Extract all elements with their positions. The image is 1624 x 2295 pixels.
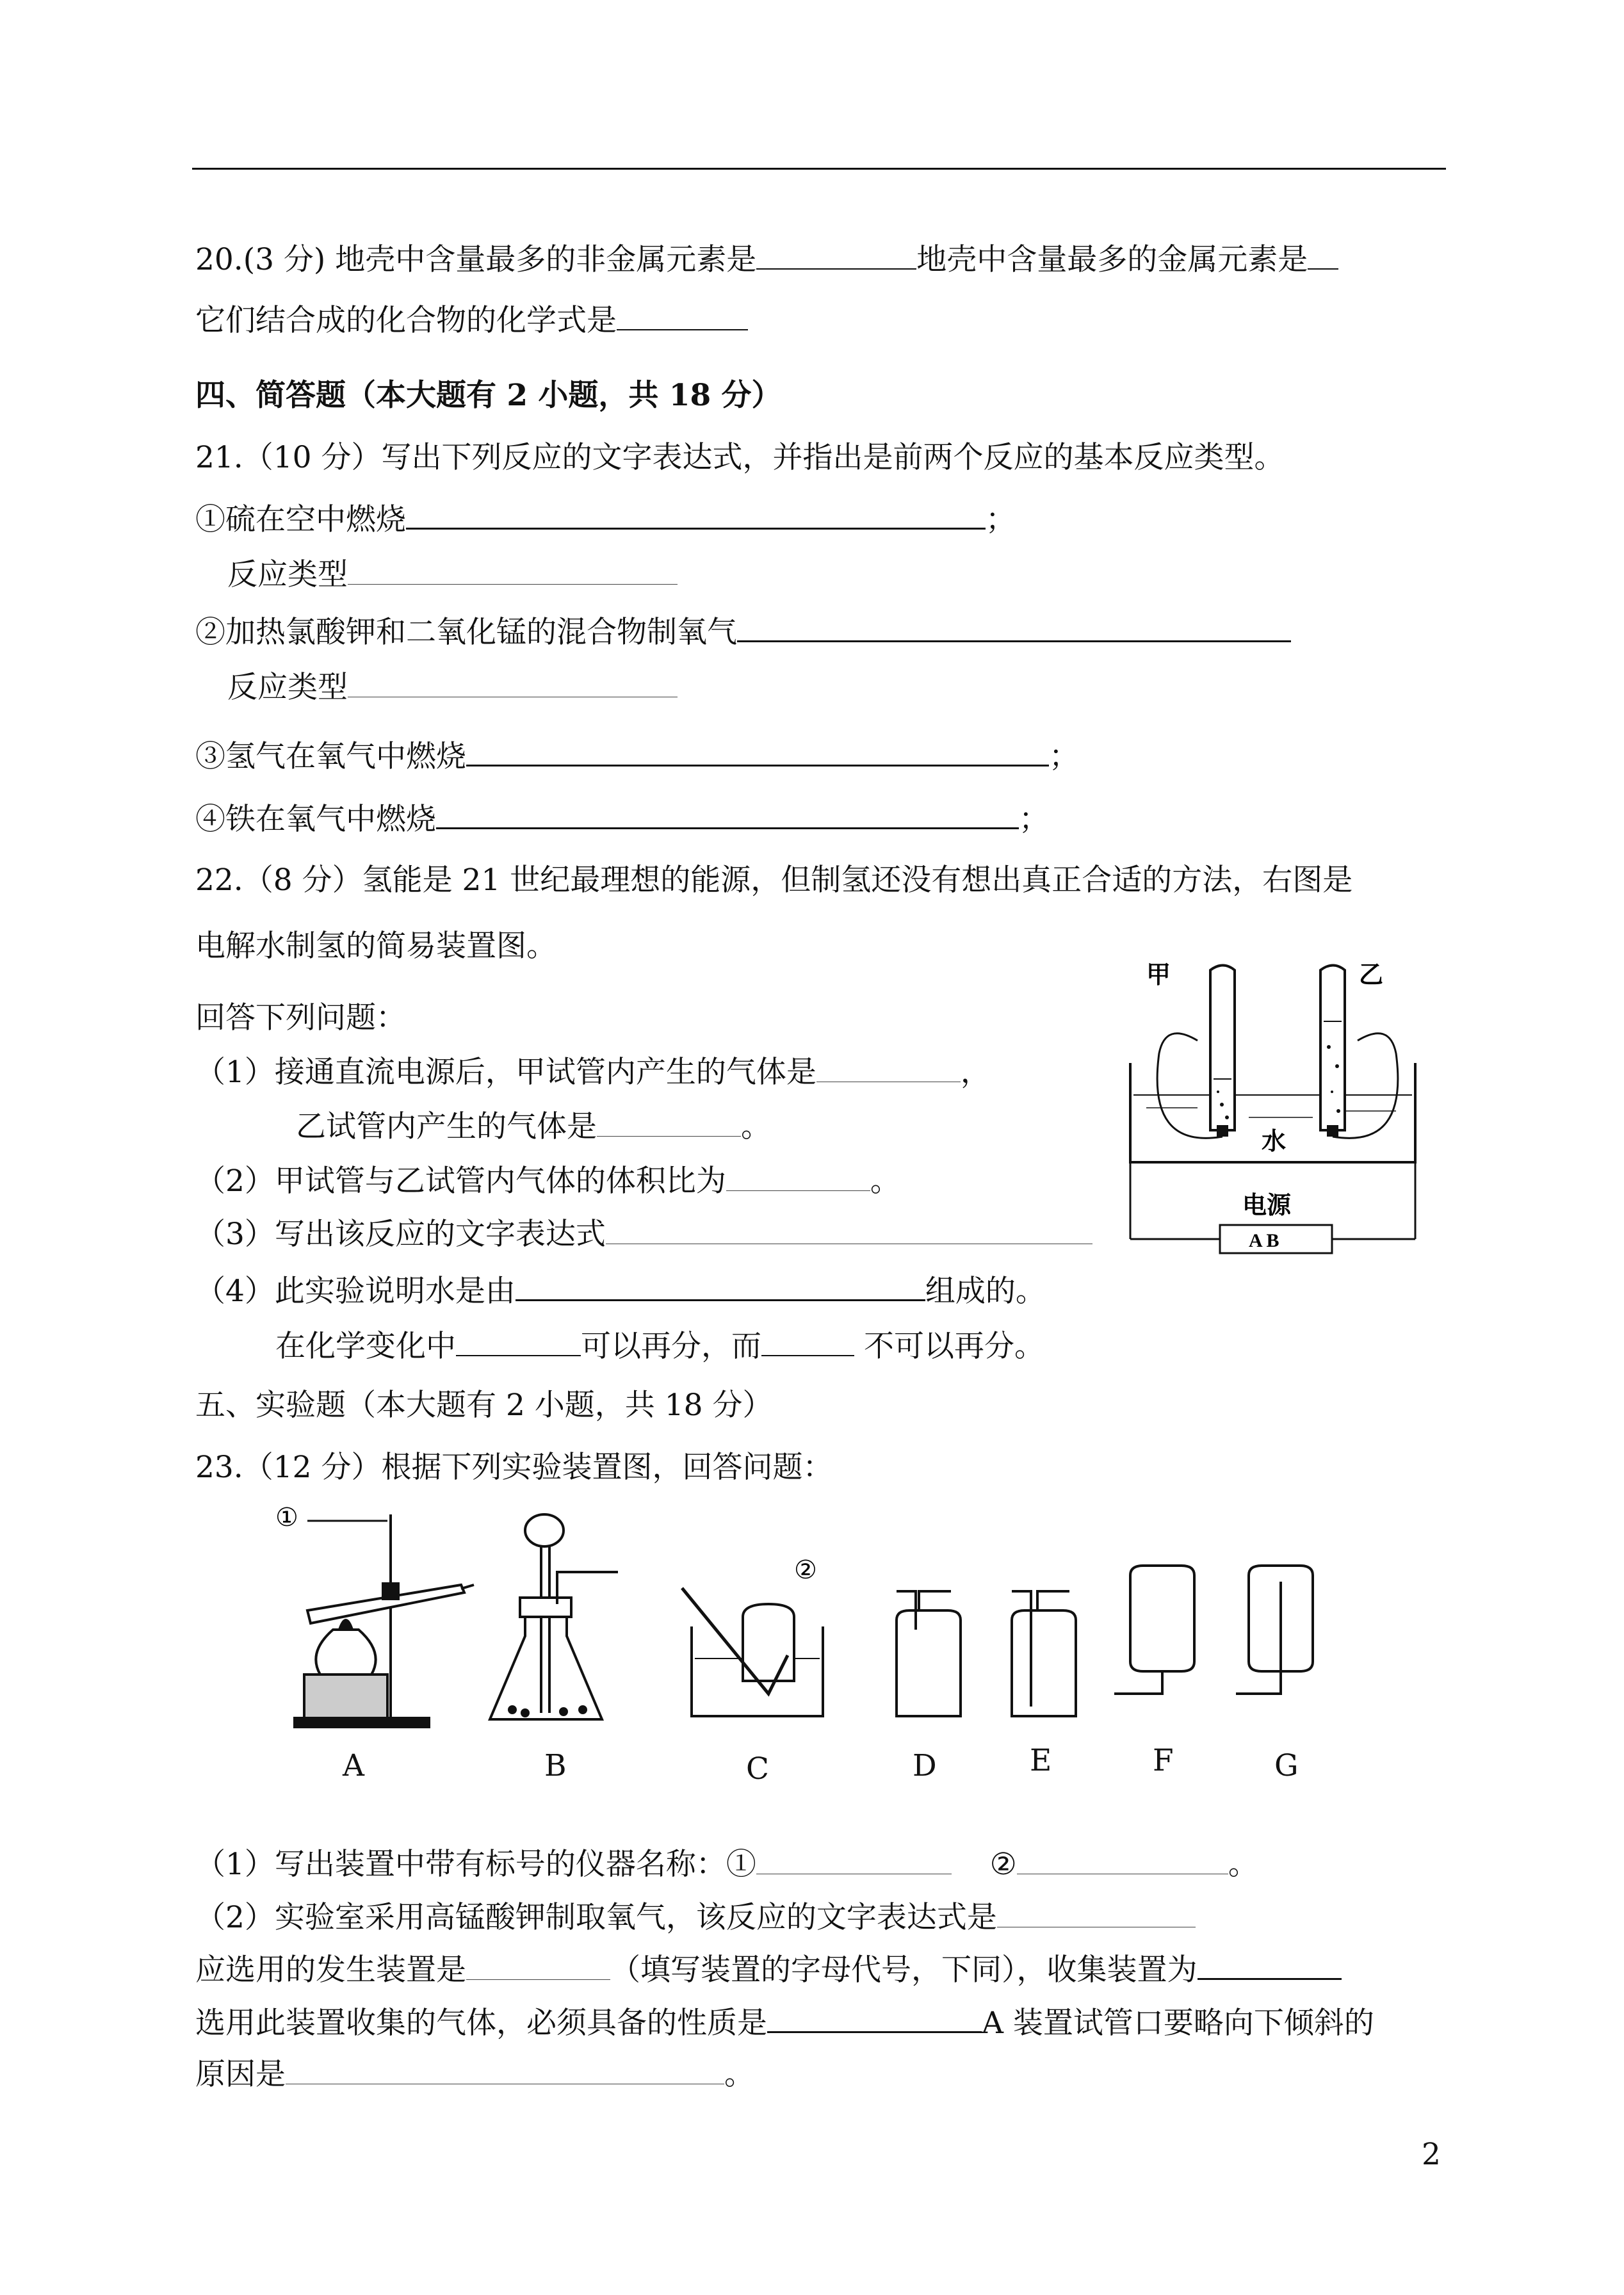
electrolysis-figure	[1121, 957, 1428, 1252]
apparatus-a	[295, 1514, 474, 1727]
semicolon: ；	[1049, 739, 1079, 774]
label-f: F	[1153, 1743, 1174, 1778]
label-d: D	[913, 1748, 937, 1783]
section5-title: 五、实验题（本大题有 2 小题，共 18 分）	[195, 1388, 773, 1423]
q23-p2c-text1: 选用此装置收集的气体，必须具备的性质是	[195, 2006, 767, 2041]
answer-blank[interactable]	[436, 799, 1019, 829]
comma: ，	[960, 1055, 991, 1090]
reaction-type-label: 反应类型	[227, 670, 348, 705]
semicolon: ；	[1019, 802, 1049, 837]
answer-blank[interactable]	[456, 1327, 581, 1356]
q23-p1-mid: ②	[989, 1847, 1017, 1882]
q23-p1-text: （1）写出装置中带有标号的仪器名称：①	[195, 1847, 756, 1882]
q22-p1a-text: （1）接通直流电源后，甲试管内产生的气体是	[195, 1055, 816, 1090]
q22-p4b-text1: 在化学变化中	[275, 1329, 456, 1364]
answer-blank[interactable]	[1308, 240, 1338, 270]
apparatus-f	[1114, 1566, 1194, 1694]
label-b: B	[544, 1748, 567, 1783]
label-yi: 乙	[1359, 962, 1384, 989]
q22-p2	[195, 1162, 900, 1201]
answer-blank[interactable]	[767, 2003, 982, 2033]
answer-blank[interactable]	[597, 1108, 741, 1137]
q23-p2c	[195, 2003, 1374, 2043]
apparatus-e	[1012, 1591, 1076, 1716]
q22-stem2: 电解水制氢的简易装置图。	[195, 929, 556, 964]
answer-blank[interactable]	[997, 1899, 1196, 1927]
q22-p3	[195, 1215, 1092, 1254]
answer-blank[interactable]	[286, 2056, 724, 2084]
q23-p2c-text2: A 装置试管口要略向下倾斜的	[982, 2006, 1374, 2041]
apparatus-c	[682, 1588, 823, 1716]
q23-p2d	[195, 2056, 754, 2094]
apparatus-figure	[275, 1502, 1383, 1783]
reaction-type-label: 反应类型	[227, 557, 348, 592]
answer-blank[interactable]	[1017, 1845, 1228, 1874]
semicolon: ；	[986, 502, 1016, 537]
section4-title: 四、简答题（本大题有 2 小题，共 18 分）	[195, 378, 782, 413]
label-jia: 甲	[1146, 962, 1171, 989]
q21-item4-text: ④铁在氧气中燃烧	[195, 802, 436, 837]
marker-2: ②	[794, 1555, 817, 1584]
header-rule	[192, 168, 1446, 170]
q23-stem: 23.（12 分）根据下列实验装置图，回答问题：	[195, 1450, 833, 1485]
period: 。	[1228, 1847, 1258, 1882]
period: 。	[870, 1164, 900, 1199]
label-a: A	[343, 1748, 364, 1783]
q22-p4b	[275, 1327, 1044, 1366]
q23-p2b	[195, 1950, 1342, 1990]
page-number: 2	[1422, 2137, 1441, 2172]
apparatus-b	[490, 1514, 618, 1719]
q21-item1-text: ①硫在空中燃烧	[195, 502, 406, 537]
q22-p4a-end: 组成的。	[925, 1274, 1046, 1309]
answer-blank[interactable]	[606, 1215, 1092, 1244]
label-power: 电源	[1242, 1192, 1292, 1219]
q21-type1	[227, 556, 678, 594]
q21-item3	[195, 736, 1079, 776]
q22-p1b-text: 乙试管内产生的气体是	[296, 1109, 597, 1144]
apparatus-g	[1236, 1566, 1313, 1694]
q21-item3-text: ③氢气在氧气中燃烧	[195, 739, 466, 774]
answer-blank[interactable]	[756, 1845, 952, 1874]
marker-1: ①	[275, 1503, 298, 1532]
answer-blank[interactable]	[466, 1951, 610, 1980]
q22-p4a	[195, 1271, 1046, 1311]
q21-item4	[195, 799, 1049, 839]
period: 。	[741, 1109, 771, 1144]
label-g: G	[1274, 1748, 1299, 1783]
answer-blank[interactable]	[1198, 1950, 1342, 1980]
answer-blank[interactable]	[726, 1162, 870, 1191]
q22-p1b	[296, 1108, 771, 1146]
q22-p4a-text: （4）此实验说明水是由	[195, 1274, 516, 1309]
q20-text-b: 地壳中含量最多的金属元素是	[916, 242, 1308, 277]
q21-item2-text: ②加热氯酸钾和二氧化锰的混合物制氧气	[195, 615, 737, 650]
answer-blank[interactable]	[348, 556, 678, 585]
answer-blank[interactable]	[617, 301, 748, 330]
q23-p2b-text2: （填写装置的字母代号，下同），收集装置为	[610, 1952, 1198, 1988]
answer-blank[interactable]	[466, 736, 1049, 766]
q23-p2-text: （2）实验室采用高锰酸钾制取氧气，该反应的文字表达式是	[195, 1900, 997, 1935]
q20-line2	[195, 301, 748, 340]
q23-p2	[195, 1899, 1196, 1937]
label-water: 水	[1262, 1128, 1287, 1155]
q23-p1	[195, 1845, 1258, 1884]
q22-p2-text: （2）甲试管与乙试管内气体的体积比为	[195, 1164, 726, 1199]
label-c: C	[746, 1751, 769, 1787]
q22-stem1: 22.（8 分）氢能是 21 世纪最理想的能源，但制氢还没有想出真正合适的方法，右图是	[195, 863, 1353, 898]
answer-blank[interactable]	[348, 669, 678, 697]
q22-p4b-text2: 可以再分，而	[581, 1329, 761, 1364]
q23-p2b-text1: 应选用的发生装置是	[195, 1952, 466, 1988]
q22-prompt: 回答下列问题：	[195, 1000, 406, 1035]
answer-blank[interactable]	[406, 499, 986, 530]
label-terminals: A B	[1249, 1230, 1279, 1251]
q21-type2	[227, 669, 678, 707]
q23-p2d-text: 原因是	[195, 2057, 286, 2092]
q22-p4b-text3: 不可以再分。	[863, 1329, 1044, 1364]
answer-blank[interactable]	[737, 612, 1291, 642]
q21-item2	[195, 612, 1291, 652]
period: 。	[724, 2057, 754, 2092]
label-e: E	[1030, 1743, 1052, 1778]
q21-item1	[195, 499, 1016, 539]
q20-text-a: 20.(3 分) 地壳中含量最多的非金属元素是	[195, 242, 757, 277]
q20-text-c: 它们结合成的化合物的化学式是	[195, 303, 617, 338]
answer-blank[interactable]	[816, 1053, 961, 1082]
q20-line1	[195, 240, 1338, 279]
answer-blank[interactable]	[756, 240, 916, 270]
answer-blank[interactable]	[516, 1271, 925, 1301]
answer-blank[interactable]	[761, 1327, 854, 1356]
test-tube-yi	[1320, 966, 1345, 1131]
q21-stem: 21.（10 分）写出下列反应的文字表达式，并指出是前两个反应的基本反应类型。	[195, 440, 1285, 475]
q22-p3-text: （3）写出该反应的文字表达式	[195, 1217, 606, 1252]
q22-p1a	[195, 1053, 991, 1092]
apparatus-d	[897, 1591, 961, 1716]
